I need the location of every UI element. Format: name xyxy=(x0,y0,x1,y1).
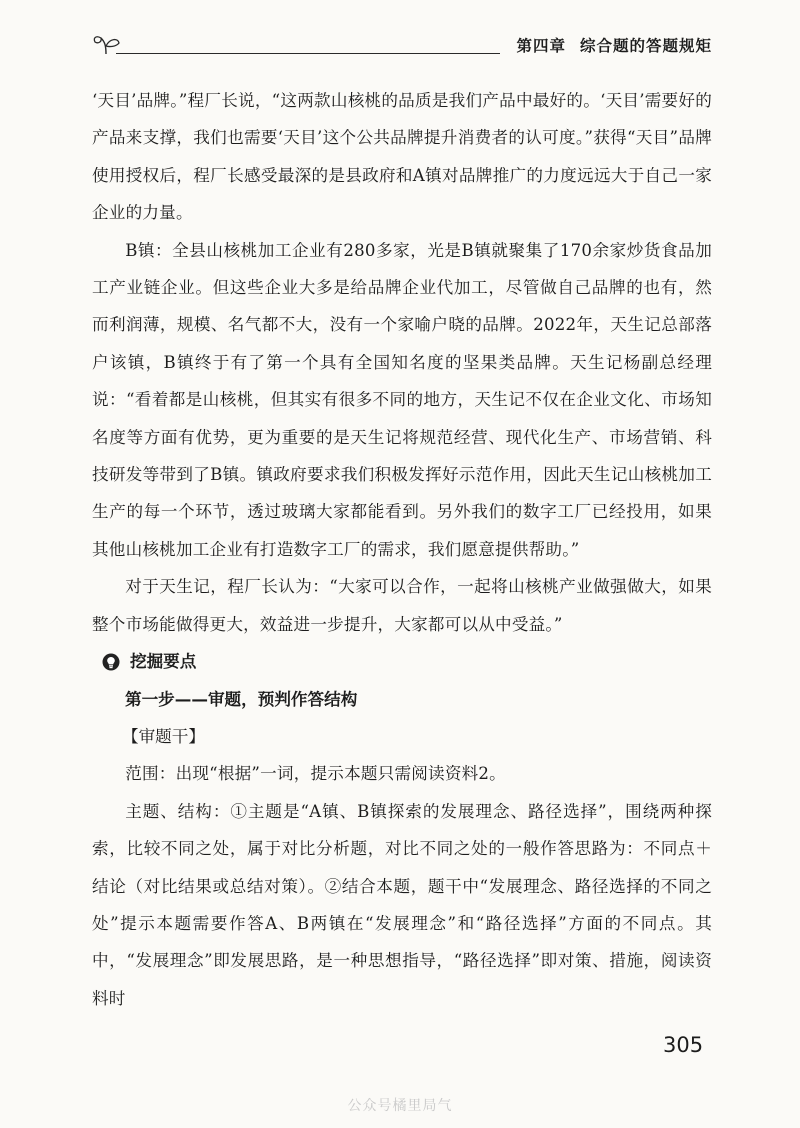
header-chapter xyxy=(516,34,712,56)
header-rule xyxy=(116,53,500,54)
lightbulb-icon xyxy=(102,653,120,671)
chapter-title: 综合题的答题规矩 xyxy=(579,37,712,55)
section-heading xyxy=(92,643,712,680)
running-header xyxy=(92,30,712,60)
watermark: 公众号橘里局气 xyxy=(347,1098,453,1114)
analysis-scope: 范围：出现“根据”一词，提示本题只需阅读资料2。 xyxy=(125,764,506,784)
chapter-number: 第四章 xyxy=(516,37,566,55)
bracket-heading: 【审题干】 xyxy=(122,726,205,746)
analysis-theme-structure: 主题、结构：①主题是“A镇、B镇探索的发展理念、路径选择”，围绕两种探索，比较不同之处，属于对比分析题，对比不同之处的一般作答思路为：不同点＋结论（对比结果或总结对策）。②结合本题，题干中“发展理念、路径选择的不同之处”提示本题需要作答A、B两镇在“发展理念”和“路径选择”方面的不同点。其中，“发展理念”即发展思路，是一种思想指导，“路径选择”即对策、措施，阅读资料时 xyxy=(92,801,712,1008)
step-heading: 第一步——审题，预判作答结构 xyxy=(125,689,358,709)
page-body xyxy=(92,82,712,1017)
section-heading-text: 挖掘要点 xyxy=(130,652,197,672)
paragraph-tianshengji: 对于天生记，程厂长认为：“大家可以合作，一起将山核桃产业做强做大，如果整个市场能做得更大，效益进一步提升，大家都可以从中受益。” xyxy=(92,577,712,634)
paragraph-continued: ‘天目’品牌。”程厂长说，“这两款山核桃的品质是我们产品中最好的。‘天目’需要好的产品来支撑，我们也需要‘天目’这个公共品牌提升消费者的认可度。”获得“天目”品牌使用授权后，程厂长感受最深的是县政府和A镇对品牌推广的力度远远大于自己一家企业的力量。 xyxy=(92,91,712,223)
page-number: 305 xyxy=(663,1033,704,1057)
paragraph-b-town: B镇：全县山核桃加工企业有280多家，光是B镇就聚集了170余家炒货食品加工产业链企业。但这些企业大多是给品牌企业代加工，尽管做自己品牌的也有，然而利润薄，规模、名气都不大，没有一个家喻户晓的品牌。2022年，天生记总部落户该镇，B镇终于有了第一个具有全国知名度的坚果类品牌。天生记杨副总经理说：“看着都是山核桃，但其实有很多不同的地方，天生记不仅在企业文化、市场知名度等方面有优势，更为重要的是天生记将规范经营、现代化生产、市场营销、科技研发等带到了B镇。镇政府要求我们积极发挥好示范作用，因此天生记山核桃加工生产的每一个环节，透过玻璃大家都能看到。另外我们的数字工厂已经投用，如果其他山核桃加工企业有打造数字工厂的需求，我们愿意提供帮助。” xyxy=(92,240,712,559)
